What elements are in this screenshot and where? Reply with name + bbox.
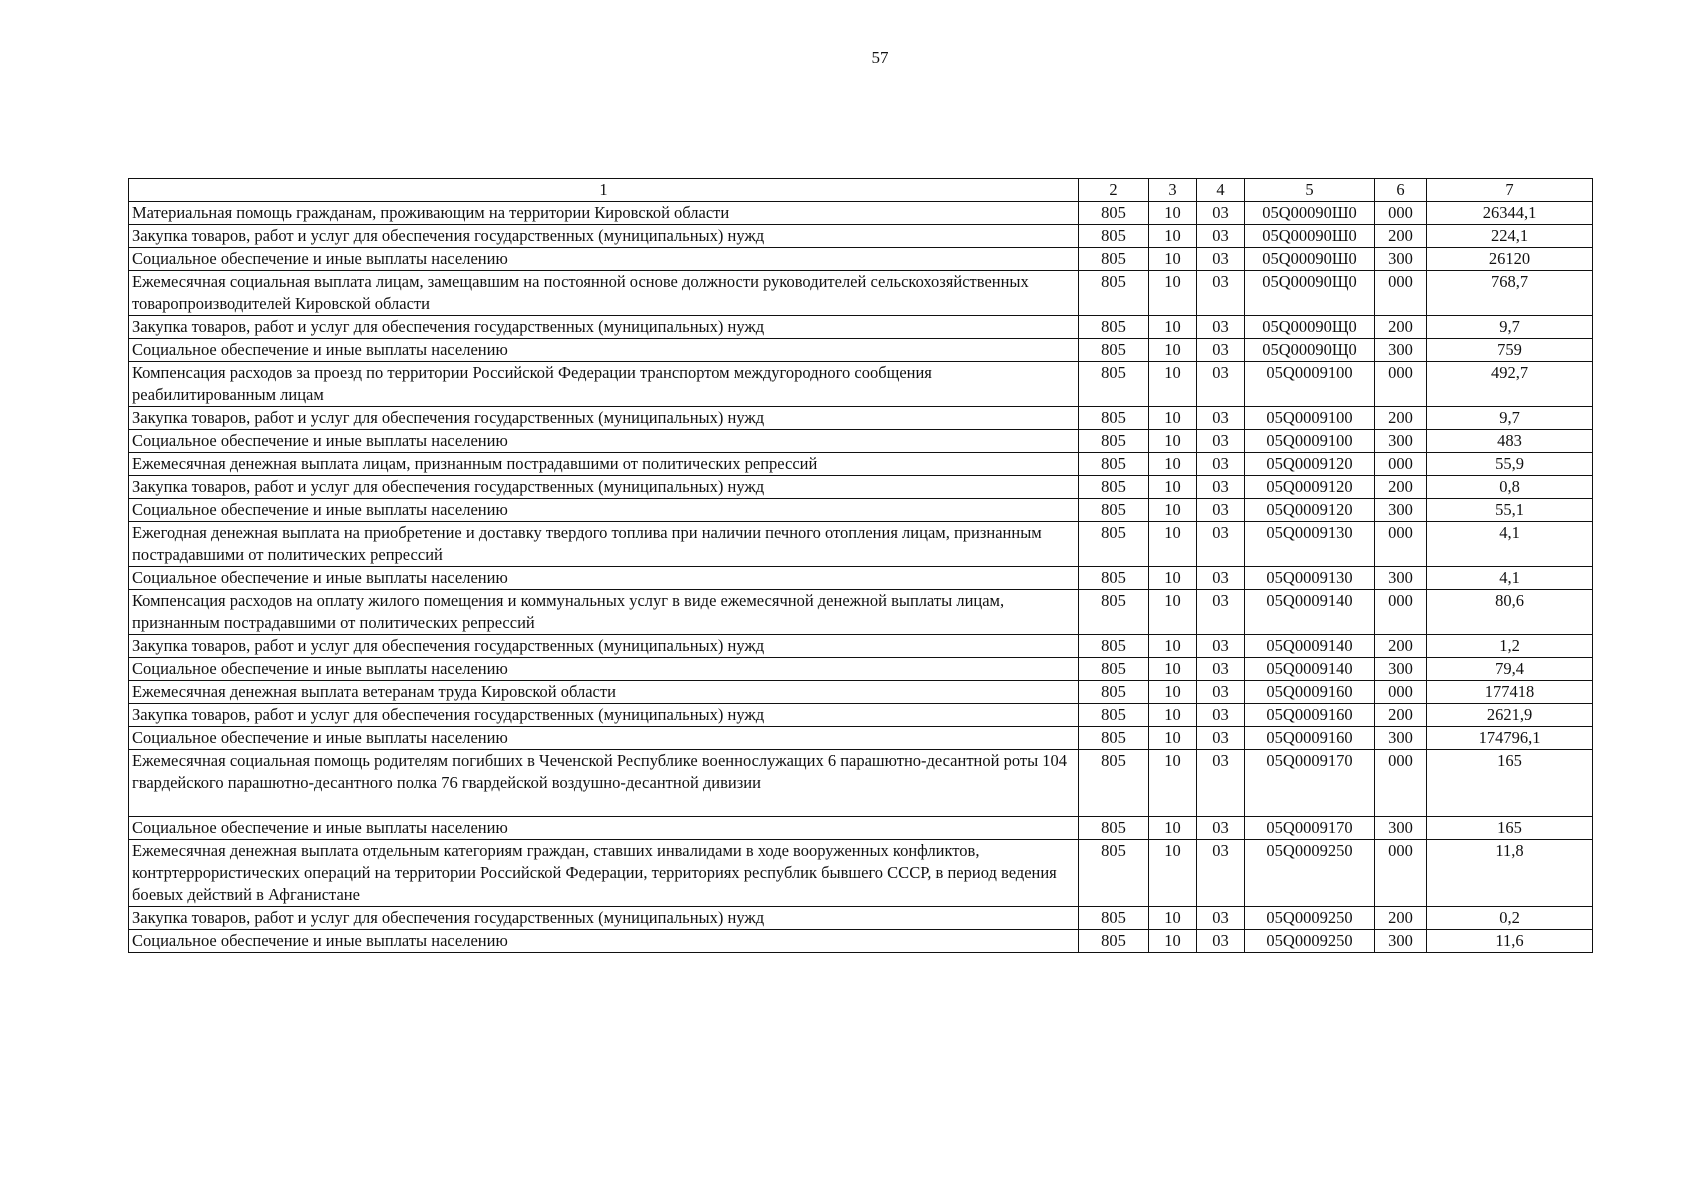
row-subsection-code: 03 — [1197, 590, 1245, 635]
row-name: Ежемесячная денежная выплата отдельным категориям граждан, ставших инвалидами в ходе вооруженных конфликтов, контртеррористических операций на территории Российской Федерации, территориях республик бывшего СССР, в период ведения боевых действий в Афганистане — [129, 840, 1079, 907]
row-subsection-code: 03 — [1197, 225, 1245, 248]
table-row — [129, 316, 1593, 339]
row-section-code: 10 — [1149, 339, 1197, 362]
row-amount: 483 — [1427, 430, 1593, 453]
row-amount: 1,2 — [1427, 635, 1593, 658]
row-name: Закупка товаров, работ и услуг для обеспечения государственных (муниципальных) нужд — [129, 407, 1079, 430]
row-target-article: 05Q00090Ш0 — [1245, 202, 1375, 225]
row-ved-code: 805 — [1079, 522, 1149, 567]
row-amount: 0,8 — [1427, 476, 1593, 499]
row-target-article: 05Q00090Щ0 — [1245, 271, 1375, 316]
row-target-article: 05Q0009170 — [1245, 750, 1375, 817]
row-amount: 4,1 — [1427, 522, 1593, 567]
row-expense-type: 300 — [1375, 567, 1427, 590]
row-expense-type: 000 — [1375, 202, 1427, 225]
row-section-code: 10 — [1149, 907, 1197, 930]
row-ved-code: 805 — [1079, 704, 1149, 727]
row-name: Закупка товаров, работ и услуг для обеспечения государственных (муниципальных) нужд — [129, 316, 1079, 339]
row-target-article: 05Q00090Щ0 — [1245, 339, 1375, 362]
table-row — [129, 567, 1593, 590]
row-amount: 55,1 — [1427, 499, 1593, 522]
row-target-article: 05Q0009120 — [1245, 453, 1375, 476]
row-subsection-code: 03 — [1197, 499, 1245, 522]
row-ved-code: 805 — [1079, 930, 1149, 953]
row-target-article: 05Q0009140 — [1245, 658, 1375, 681]
row-target-article: 05Q0009140 — [1245, 635, 1375, 658]
row-target-article: 05Q0009250 — [1245, 930, 1375, 953]
row-expense-type: 000 — [1375, 271, 1427, 316]
table-row — [129, 727, 1593, 750]
row-expense-type: 300 — [1375, 499, 1427, 522]
row-name: Ежемесячная денежная выплата лицам, признанным пострадавшими от политических репрессий — [129, 453, 1079, 476]
row-subsection-code: 03 — [1197, 316, 1245, 339]
row-section-code: 10 — [1149, 202, 1197, 225]
table-row — [129, 750, 1593, 817]
row-name: Социальное обеспечение и иные выплаты населению — [129, 430, 1079, 453]
row-name: Закупка товаров, работ и услуг для обеспечения государственных (муниципальных) нужд — [129, 704, 1079, 727]
row-ved-code: 805 — [1079, 681, 1149, 704]
row-ved-code: 805 — [1079, 658, 1149, 681]
row-amount: 11,8 — [1427, 840, 1593, 907]
row-section-code: 10 — [1149, 362, 1197, 407]
row-target-article: 05Q0009130 — [1245, 522, 1375, 567]
table-row — [129, 930, 1593, 953]
row-ved-code: 805 — [1079, 316, 1149, 339]
row-subsection-code: 03 — [1197, 522, 1245, 567]
row-expense-type: 000 — [1375, 453, 1427, 476]
row-section-code: 10 — [1149, 930, 1197, 953]
row-subsection-code: 03 — [1197, 476, 1245, 499]
row-section-code: 10 — [1149, 681, 1197, 704]
row-target-article: 05Q0009120 — [1245, 499, 1375, 522]
row-section-code: 10 — [1149, 453, 1197, 476]
row-target-article: 05Q00090Щ0 — [1245, 316, 1375, 339]
row-amount: 9,7 — [1427, 316, 1593, 339]
row-section-code: 10 — [1149, 248, 1197, 271]
table-row — [129, 430, 1593, 453]
budget-table — [128, 178, 1593, 953]
row-expense-type: 200 — [1375, 907, 1427, 930]
table-header-row — [129, 179, 1593, 202]
row-subsection-code: 03 — [1197, 907, 1245, 930]
table-row — [129, 407, 1593, 430]
row-ved-code: 805 — [1079, 476, 1149, 499]
row-target-article: 05Q0009120 — [1245, 476, 1375, 499]
row-ved-code: 805 — [1079, 271, 1149, 316]
row-amount: 79,4 — [1427, 658, 1593, 681]
row-subsection-code: 03 — [1197, 727, 1245, 750]
row-expense-type: 000 — [1375, 840, 1427, 907]
row-section-code: 10 — [1149, 430, 1197, 453]
row-subsection-code: 03 — [1197, 271, 1245, 316]
table-row — [129, 522, 1593, 567]
row-ved-code: 805 — [1079, 248, 1149, 271]
row-section-code: 10 — [1149, 407, 1197, 430]
row-target-article: 05Q00090Ш0 — [1245, 248, 1375, 271]
row-section-code: 10 — [1149, 817, 1197, 840]
row-name: Компенсация расходов за проезд по территории Российской Федерации транспортом междугородного сообщения реабилитированным лицам — [129, 362, 1079, 407]
row-name: Социальное обеспечение и иные выплаты населению — [129, 658, 1079, 681]
row-section-code: 10 — [1149, 567, 1197, 590]
row-expense-type: 300 — [1375, 817, 1427, 840]
row-subsection-code: 03 — [1197, 567, 1245, 590]
table-row — [129, 840, 1593, 907]
row-name: Социальное обеспечение и иные выплаты населению — [129, 248, 1079, 271]
row-amount: 4,1 — [1427, 567, 1593, 590]
row-name: Закупка товаров, работ и услуг для обеспечения государственных (муниципальных) нужд — [129, 225, 1079, 248]
row-subsection-code: 03 — [1197, 840, 1245, 907]
row-name: Социальное обеспечение и иные выплаты населению — [129, 930, 1079, 953]
table-row — [129, 635, 1593, 658]
row-expense-type: 300 — [1375, 727, 1427, 750]
row-name: Закупка товаров, работ и услуг для обеспечения государственных (муниципальных) нужд — [129, 907, 1079, 930]
table-row — [129, 339, 1593, 362]
row-ved-code: 805 — [1079, 840, 1149, 907]
row-amount: 165 — [1427, 750, 1593, 817]
row-subsection-code: 03 — [1197, 362, 1245, 407]
row-name: Ежемесячная социальная помощь родителям погибших в Чеченской Республике военнослужащих 6 парашютно-десантной роты 104 гвардейского парашютно-десантного полка 76 гвардейской воздушно-десантной дивизии — [129, 750, 1079, 817]
row-amount: 165 — [1427, 817, 1593, 840]
row-subsection-code: 03 — [1197, 817, 1245, 840]
row-ved-code: 805 — [1079, 453, 1149, 476]
row-subsection-code: 03 — [1197, 704, 1245, 727]
row-ved-code: 805 — [1079, 362, 1149, 407]
row-subsection-code: 03 — [1197, 658, 1245, 681]
table-row — [129, 202, 1593, 225]
row-amount: 759 — [1427, 339, 1593, 362]
row-target-article: 05Q0009140 — [1245, 590, 1375, 635]
row-section-code: 10 — [1149, 840, 1197, 907]
table-row — [129, 658, 1593, 681]
row-section-code: 10 — [1149, 271, 1197, 316]
row-amount: 2621,9 — [1427, 704, 1593, 727]
row-section-code: 10 — [1149, 727, 1197, 750]
row-target-article: 05Q0009250 — [1245, 907, 1375, 930]
row-target-article: 05Q00090Ш0 — [1245, 225, 1375, 248]
row-name: Закупка товаров, работ и услуг для обеспечения государственных (муниципальных) нужд — [129, 635, 1079, 658]
row-subsection-code: 03 — [1197, 635, 1245, 658]
row-target-article: 05Q0009100 — [1245, 407, 1375, 430]
table-row — [129, 476, 1593, 499]
row-expense-type: 200 — [1375, 476, 1427, 499]
row-expense-type: 000 — [1375, 590, 1427, 635]
row-name: Социальное обеспечение и иные выплаты населению — [129, 499, 1079, 522]
row-ved-code: 805 — [1079, 202, 1149, 225]
row-name: Социальное обеспечение и иные выплаты населению — [129, 567, 1079, 590]
row-expense-type: 300 — [1375, 339, 1427, 362]
header-cell: 3 — [1149, 179, 1197, 202]
row-section-code: 10 — [1149, 499, 1197, 522]
row-expense-type: 200 — [1375, 407, 1427, 430]
row-amount: 26120 — [1427, 248, 1593, 271]
row-ved-code: 805 — [1079, 635, 1149, 658]
header-cell: 1 — [129, 179, 1079, 202]
row-subsection-code: 03 — [1197, 339, 1245, 362]
row-amount: 55,9 — [1427, 453, 1593, 476]
row-section-code: 10 — [1149, 635, 1197, 658]
row-amount: 492,7 — [1427, 362, 1593, 407]
table-row — [129, 453, 1593, 476]
row-ved-code: 805 — [1079, 590, 1149, 635]
row-name: Компенсация расходов на оплату жилого помещения и коммунальных услуг в виде ежемесячной денежной выплаты лицам, признанным пострадавшими от политических репрессий — [129, 590, 1079, 635]
row-name: Материальная помощь гражданам, проживающим на территории Кировской области — [129, 202, 1079, 225]
row-ved-code: 805 — [1079, 727, 1149, 750]
row-subsection-code: 03 — [1197, 430, 1245, 453]
row-name: Ежегодная денежная выплата на приобретение и доставку твердого топлива при наличии печного отопления лицам, признанным пострадавшими от политических репрессий — [129, 522, 1079, 567]
row-ved-code: 805 — [1079, 907, 1149, 930]
row-expense-type: 200 — [1375, 225, 1427, 248]
header-cell: 7 — [1427, 179, 1593, 202]
row-ved-code: 805 — [1079, 407, 1149, 430]
row-section-code: 10 — [1149, 522, 1197, 567]
row-amount: 26344,1 — [1427, 202, 1593, 225]
row-section-code: 10 — [1149, 316, 1197, 339]
row-ved-code: 805 — [1079, 817, 1149, 840]
row-subsection-code: 03 — [1197, 930, 1245, 953]
table-row — [129, 499, 1593, 522]
row-amount: 174796,1 — [1427, 727, 1593, 750]
row-name: Ежемесячная социальная выплата лицам, замещавшим на постоянной основе должности руководителей сельскохозяйственных товаропроизводителей Кировской области — [129, 271, 1079, 316]
row-name: Закупка товаров, работ и услуг для обеспечения государственных (муниципальных) нужд — [129, 476, 1079, 499]
row-expense-type: 300 — [1375, 930, 1427, 953]
row-expense-type: 000 — [1375, 362, 1427, 407]
row-subsection-code: 03 — [1197, 453, 1245, 476]
row-target-article: 05Q0009250 — [1245, 840, 1375, 907]
row-section-code: 10 — [1149, 750, 1197, 817]
row-expense-type: 300 — [1375, 658, 1427, 681]
row-name: Социальное обеспечение и иные выплаты населению — [129, 817, 1079, 840]
header-cell: 2 — [1079, 179, 1149, 202]
row-section-code: 10 — [1149, 476, 1197, 499]
row-expense-type: 200 — [1375, 316, 1427, 339]
row-name: Социальное обеспечение и иные выплаты населению — [129, 727, 1079, 750]
row-ved-code: 805 — [1079, 750, 1149, 817]
table-row — [129, 271, 1593, 316]
table-body — [129, 202, 1593, 953]
row-target-article: 05Q0009100 — [1245, 430, 1375, 453]
row-section-code: 10 — [1149, 658, 1197, 681]
row-amount: 11,6 — [1427, 930, 1593, 953]
header-cell: 5 — [1245, 179, 1375, 202]
row-expense-type: 000 — [1375, 522, 1427, 567]
row-ved-code: 805 — [1079, 430, 1149, 453]
row-name: Социальное обеспечение и иные выплаты населению — [129, 339, 1079, 362]
row-expense-type: 300 — [1375, 430, 1427, 453]
row-target-article: 05Q0009160 — [1245, 704, 1375, 727]
row-ved-code: 805 — [1079, 567, 1149, 590]
row-subsection-code: 03 — [1197, 407, 1245, 430]
row-subsection-code: 03 — [1197, 248, 1245, 271]
header-cell: 4 — [1197, 179, 1245, 202]
row-target-article: 05Q0009160 — [1245, 681, 1375, 704]
row-target-article: 05Q0009130 — [1245, 567, 1375, 590]
table-row — [129, 225, 1593, 248]
page-number: 57 — [871, 48, 889, 67]
row-target-article: 05Q0009100 — [1245, 362, 1375, 407]
row-ved-code: 805 — [1079, 339, 1149, 362]
table-row — [129, 590, 1593, 635]
row-name: Ежемесячная денежная выплата ветеранам труда Кировской области — [129, 681, 1079, 704]
row-ved-code: 805 — [1079, 499, 1149, 522]
row-subsection-code: 03 — [1197, 202, 1245, 225]
table-row — [129, 681, 1593, 704]
row-amount: 0,2 — [1427, 907, 1593, 930]
row-ved-code: 805 — [1079, 225, 1149, 248]
row-amount: 9,7 — [1427, 407, 1593, 430]
row-section-code: 10 — [1149, 704, 1197, 727]
row-expense-type: 200 — [1375, 704, 1427, 727]
table-row — [129, 704, 1593, 727]
row-amount: 224,1 — [1427, 225, 1593, 248]
table-row — [129, 362, 1593, 407]
header-cell: 6 — [1375, 179, 1427, 202]
row-amount: 768,7 — [1427, 271, 1593, 316]
row-section-code: 10 — [1149, 590, 1197, 635]
row-section-code: 10 — [1149, 225, 1197, 248]
table-row — [129, 248, 1593, 271]
table-row — [129, 817, 1593, 840]
row-subsection-code: 03 — [1197, 681, 1245, 704]
row-expense-type: 000 — [1375, 750, 1427, 817]
row-amount: 80,6 — [1427, 590, 1593, 635]
row-target-article: 05Q0009160 — [1245, 727, 1375, 750]
row-subsection-code: 03 — [1197, 750, 1245, 817]
row-expense-type: 300 — [1375, 248, 1427, 271]
row-target-article: 05Q0009170 — [1245, 817, 1375, 840]
row-expense-type: 200 — [1375, 635, 1427, 658]
row-expense-type: 000 — [1375, 681, 1427, 704]
table-row — [129, 907, 1593, 930]
row-amount: 177418 — [1427, 681, 1593, 704]
